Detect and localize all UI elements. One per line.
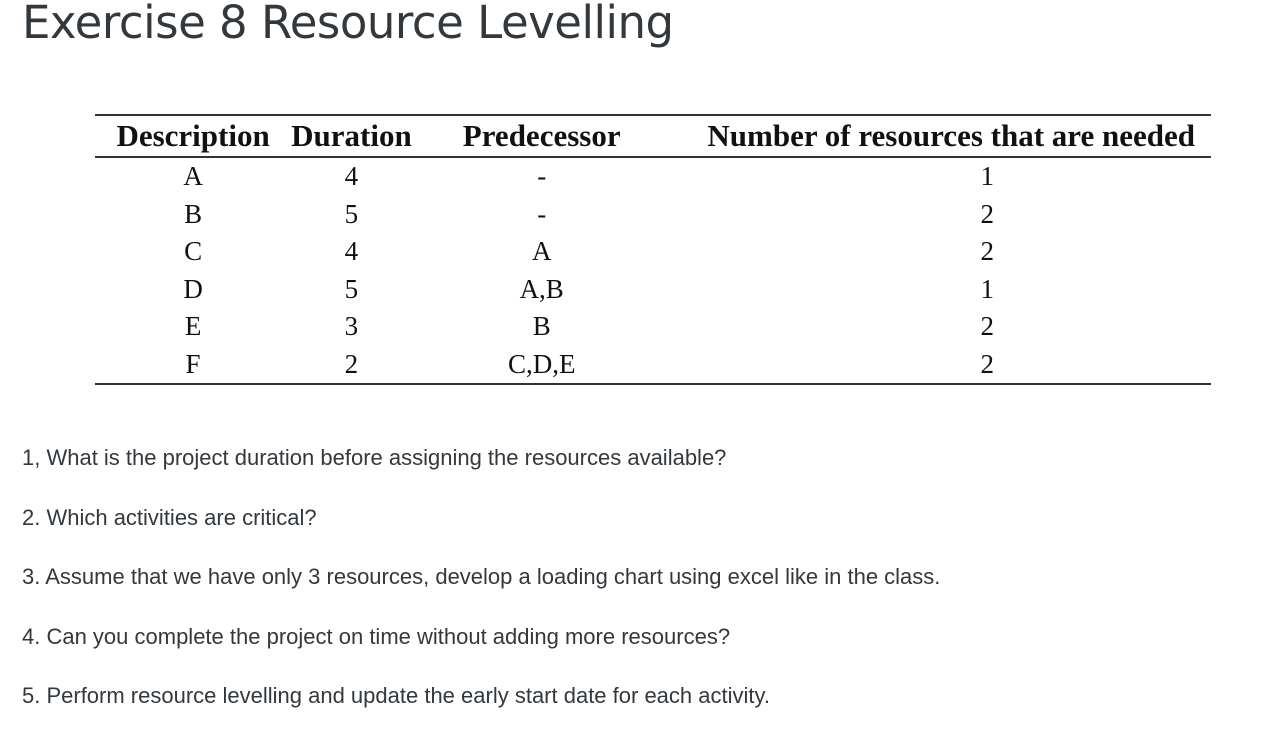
cell-description: F xyxy=(185,348,201,379)
table-row xyxy=(95,196,1211,234)
cell-duration: 4 xyxy=(344,236,359,267)
cell-resources: 1 xyxy=(980,273,994,304)
question-item: 5. Perform resource levelling and update the early start date for each activity. xyxy=(22,683,770,708)
question-item: 4. Can you complete the project on time without adding more resources? xyxy=(22,623,731,649)
header-resources-needed: Number of resources that are needed xyxy=(672,115,1211,157)
page-title: Exercise 8 Resource Levelling xyxy=(22,0,674,49)
cell-duration: 2 xyxy=(344,348,359,379)
table-row xyxy=(95,308,1211,346)
question-list xyxy=(22,440,940,738)
header-predecessor: Predecessor xyxy=(412,115,672,157)
question-item: 1, What is the project duration before assigning the resources available? xyxy=(22,445,727,470)
cell-description: D xyxy=(183,273,203,304)
cell-description: C xyxy=(184,236,203,267)
cell-resources: 2 xyxy=(980,311,994,342)
cell-description: A xyxy=(183,161,203,192)
cell-duration: 5 xyxy=(344,273,359,304)
cell-description: E xyxy=(184,311,202,342)
cell-description: B xyxy=(184,198,203,229)
cell-predecessor: A,B xyxy=(519,273,564,304)
activity-table xyxy=(95,114,1211,385)
cell-duration: 4 xyxy=(344,161,359,192)
question-item: 3. Assume that we have only 3 resources, develop a loading chart using excel like in the class. xyxy=(22,564,941,589)
cell-resources: 2 xyxy=(980,348,994,379)
cell-predecessor: B xyxy=(532,311,551,342)
header-description: Description xyxy=(95,115,291,157)
question-item: 2. Which activities are critical? xyxy=(22,504,317,530)
cell-predecessor: - xyxy=(537,198,547,229)
cell-duration: 5 xyxy=(344,198,359,229)
table-row xyxy=(95,346,1211,385)
cell-predecessor: C,D,E xyxy=(507,348,576,379)
table-row xyxy=(95,233,1211,271)
cell-duration: 3 xyxy=(344,311,359,342)
table-row xyxy=(95,157,1211,196)
table-row xyxy=(95,271,1211,309)
cell-resources: 1 xyxy=(980,161,994,192)
table-header-row xyxy=(95,115,1211,157)
cell-resources: 2 xyxy=(980,236,994,267)
cell-predecessor: A xyxy=(531,236,552,267)
cell-resources: 2 xyxy=(980,198,994,229)
header-duration: Duration xyxy=(291,115,412,157)
cell-predecessor: - xyxy=(537,161,547,192)
